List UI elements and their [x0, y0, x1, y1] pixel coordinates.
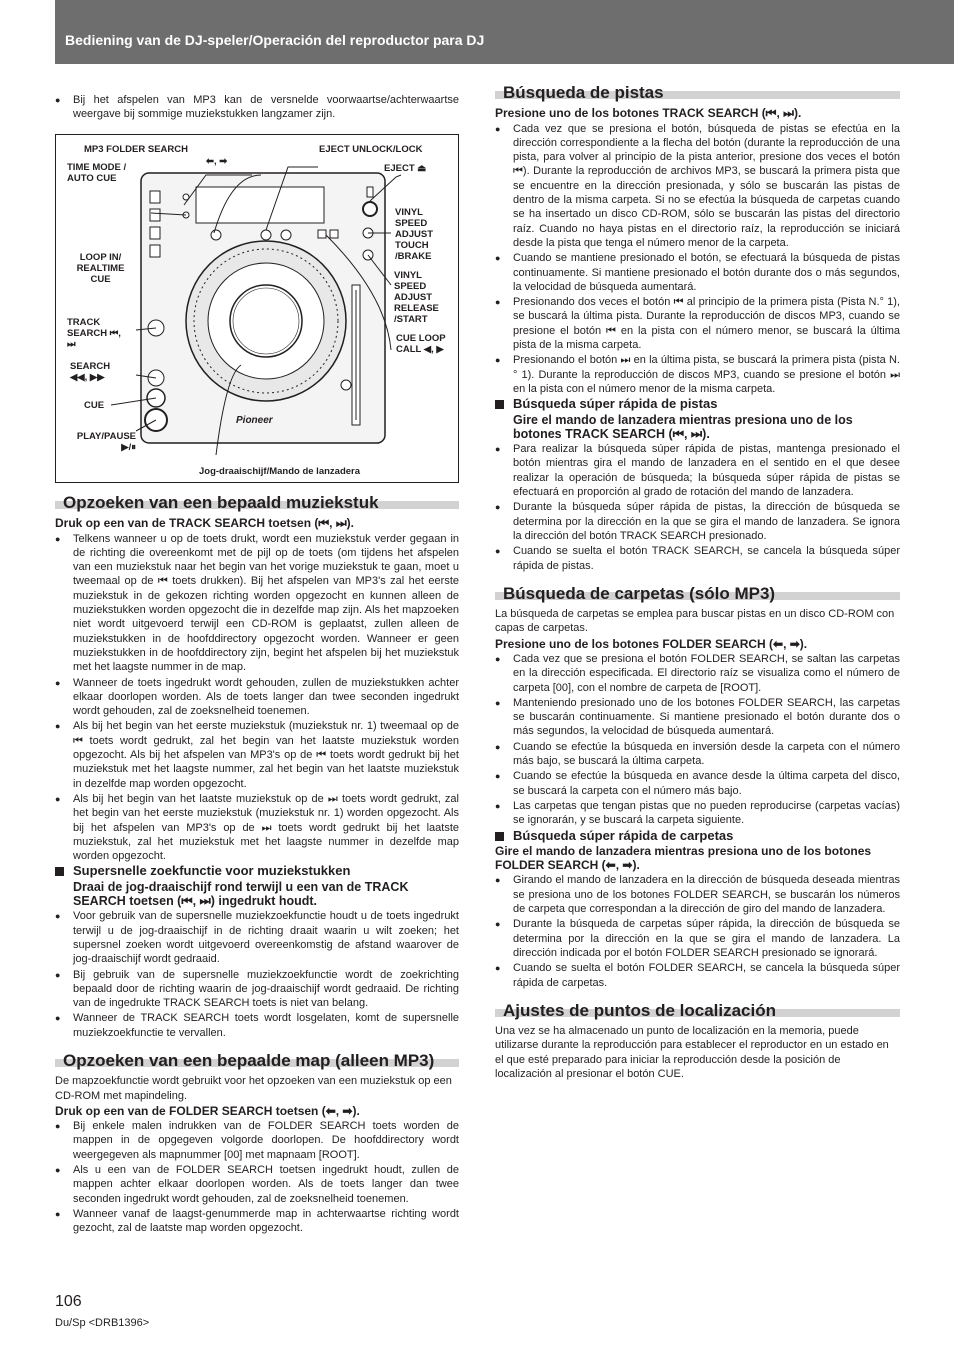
intro-bullet: ● Bij het afspelen van MP3 kan de versnelde voorwaartse/achterwaartse weergave bij sommige muziekstukken langzamer zijn.	[55, 93, 459, 122]
instruction: Druk op een van de FOLDER SEARCH toetsen (⬅, ➡).	[55, 1103, 360, 1118]
bullet: ● Cuando se efectúe la búsqueda en inversión desde la carpeta con el número más bajo, se buscará la última carpeta.	[495, 740, 900, 769]
label-vinyl-touch: VINYL SPEED ADJUST TOUCH /BRAKE	[395, 207, 434, 262]
section-intro: De mapzoekfunctie wordt gebruikt voor het opzoeken van een muziekstuk op een CD-ROM met mapindeling.	[55, 1075, 452, 1102]
label-track-search: TRACK SEARCH ⏮, ⏭	[67, 317, 121, 350]
instruction: Druk op een van de TRACK SEARCH toetsen (⏮, ⏭).	[55, 516, 354, 531]
bullet: ● Als u een van de FOLDER SEARCH toetsen ingedrukt houdt, zullen de mappen achter elkaar doorlopen worden. Als de toets langer dan twee seconden ingedrukt wordt gehouden, zal de zoeksnelheid toenemen.	[55, 1163, 459, 1206]
bullet: ● Cuando se efectúe la búsqueda en avance desde la última carpeta del disco, se buscará la carpeta con el número más bajo.	[495, 769, 900, 798]
section-title: Ajustes de puntos de localización	[495, 1004, 900, 1018]
header-title: Bediening van de DJ-speler/Operación del reproductor para DJ	[65, 32, 485, 48]
label-loop-in: LOOP IN/ REALTIME CUE	[76, 252, 125, 285]
subsection-instruction: Draai de jog-draaischijf rond terwijl u een van de TRACK SEARCH toetsen (⏮, ⏭) ingedrukt houdt.	[73, 879, 409, 909]
bullet: ● Durante la búsqueda súper rápida de pistas, la dirección de búsqueda se determina por la dirección en la que se gira el mando de lanzadera. Se ignora la dirección del botón TRACK SEARCH presionado.	[495, 500, 900, 543]
label-jog: Jog-draaischijf/Mando de lanzadera	[199, 466, 361, 477]
instruction: Presione uno de los botones FOLDER SEARCH (⬅, ➡).	[495, 636, 808, 651]
page-header	[55, 0, 954, 64]
label-eject: EJECT ⏏	[384, 163, 427, 174]
bullet: ● Wanneer de TRACK SEARCH toets wordt losgelaten, komt de supersnelle muziekzoekfunctie te vervallen.	[55, 1011, 459, 1040]
bullet: ● Girando el mando de lanzadera en la dirección de búsqueda deseada mientras se presiona uno de los botones FOLDER SEARCH, se buscarán los números de carpeta que correspondan a la dirección de giro del mando de lanzadera.	[495, 873, 900, 916]
section-title: Opzoeken van een bepaalde map (alleen MP3)	[55, 1054, 459, 1068]
subsection-title: Búsqueda súper rápida de carpetas	[495, 829, 900, 843]
bullet: ● Presionando el botón ⏭ en la última pista, se buscará la primera pista (pista N.° 1). Durante la reproducción de discos MP3, cuando se presione el botón ⏭ en la pista con el número menor de la misma carpeta.	[495, 353, 900, 396]
bullet: ● Telkens wanneer u op de toets drukt, wordt een muziekstuk verder gegaan in de richting die overeenkomt met de pijl op de toets (om tijdens het afspelen van een muziekstuk naar het begin van het vorige muziekstuk te gaan, moet u tweemaal op de ⏮ toets drukken). Bij het afspelen van MP3's zal het eerste muziekstuk in de gekozen richting worden opgezocht en kunnen alleen de muziekstukken worden opgezocht die in dezelfde map zijn. Als het mapzoeken niet wordt uitgevoerd terwijl een CD-ROM is geplaatst, zullen alleen de muziekstukken in de hoofddirectory opgezocht worden. Wanneer er geen muziekstukken in de hoofddirectory zijn, begint het afspelen bij het muziekstuk met het laagste nummer in de map.	[55, 532, 459, 675]
bullet: ● Para realizar la búsqueda súper rápida de pistas, mantenga presionado el botón mientras gira el mando de lanzadera en el sentido en el que desee realizar la operación de búsqueda; la búsqueda súper rápida de pistas se efectuará en proporción al grado de rotación del mando de lanzadera.	[495, 442, 900, 499]
label-cue: CUE	[84, 400, 105, 411]
subsection-instruction: Gire el mando de lanzadera mientras presiona uno de los botones TRACK SEARCH (⏮, ⏭).	[513, 412, 853, 441]
bullet: ● Cada vez que se presiona el botón FOLDER SEARCH, se saltan las carpetas en la dirección especificada. El directorio raíz se visualiza como el número de carpeta [00], con el nombre de carpeta de [ROOT].	[495, 652, 900, 695]
document-code: Du/Sp <DRB1396>	[55, 1317, 150, 1329]
bullet: ● Cuando se suelta el botón FOLDER SEARCH, se cancela la búsqueda súper rápida de carpetas.	[495, 961, 900, 990]
bullet: ● Cuando se suelta el botón TRACK SEARCH, se cancela la búsqueda súper rápida de pistas.	[495, 544, 900, 573]
label-eject-unlock: EJECT UNLOCK/LOCK	[319, 144, 423, 155]
label-folder-arrows: ⬅, ➡	[206, 156, 228, 167]
bullet: ● Als bij het begin van het eerste muziekstuk (muziekstuk nr. 1) tweemaal op de ⏮ toets wordt gedrukt, zal het begin van het laatste muziekstuk worden opgezocht. Als bij het afspelen van MP3's op de ⏮ toets wordt gedrukt bij het muziekstuk met het laagste nummer, zal het begin van het laatste muziekstuk in dezelfde map worden opgezocht.	[55, 719, 459, 790]
page-number: 106	[55, 1293, 82, 1310]
left-column	[55, 482, 459, 1237]
right-column	[495, 72, 900, 1082]
bullet: ● Bij enkele malen indrukken van de FOLDER SEARCH toets worden de mappen in de opgegeven volgorde doorlopen. De hoofddirectory wordt weergegeven als mapnummer [00] met mapnaam [ROOT].	[55, 1119, 459, 1162]
subsection-title: Supersnelle zoekfunctie voor muziekstukken	[55, 864, 459, 878]
bullet: ● Cuando se mantiene presionado el botón, se efectuará la búsqueda de pistas continuamente. Si mantiene presionado el botón durante dos o más segundos, la velocidad de búsqueda aumentará.	[495, 251, 900, 294]
brand-logo: Pioneer	[236, 415, 273, 426]
label-search: SEARCH ◀◀, ▶▶	[70, 361, 111, 383]
label-time-mode: TIME MODE / AUTO CUE	[67, 162, 127, 184]
section-text: Una vez se ha almacenado un punto de localización en la memoria, puede utilizarse durante la reproducción para establecer el reproductor en un estado en el que esté preparado para iniciar la reproducción desde la posición de localización al presionar el botón CUE.	[495, 1025, 889, 1080]
subsection-instruction: Gire el mando de lanzadera mientras presiona uno de los botones FOLDER SEARCH (⬅, ➡).	[495, 843, 872, 873]
label-play-pause: PLAY/PAUSE ▶/⏸	[76, 431, 136, 453]
bullet: ● Wanneer vanaf de laagst-genummerde map in achterwaartse richting wordt gezocht, zal de laatste map worden opgezocht.	[55, 1207, 459, 1236]
left-intro	[55, 93, 459, 123]
section-title: Búsqueda de carpetas (sólo MP3)	[495, 587, 900, 601]
section-title: Búsqueda de pistas	[495, 86, 900, 100]
label-vinyl-release: VINYL SPEED ADJUST RELEASE /START	[394, 270, 439, 325]
bullet: ● Voor gebruik van de supersnelle muziekzoekfunctie houdt u de toets ingedrukt terwijl u de jog-draaischijf in de richting draait waarin u wilt zoeken; het supersnel zoeken wordt uitgevoerd overeenkomstig de afstand waarover de jog-draaischijf wordt gedraaid.	[55, 909, 459, 966]
bullet: ● Bij gebruik van de supersnelle muziekzoekfunctie wordt de zoekrichting bepaald door de richting waarin de jog-draaischijf wordt gedraaid. De richting van de ingedrukte TRACK SEARCH toets is niet van belang.	[55, 968, 459, 1011]
instruction: Presione uno de los botones TRACK SEARCH (⏮, ⏭).	[495, 106, 802, 121]
subsection-title: Búsqueda súper rápida de pistas	[495, 397, 900, 411]
bullet: ● Las carpetas que tengan pistas que no pueden reproducirse (carpetas vacías) se ignorarán, y se buscará la carpeta siguiente.	[495, 799, 900, 828]
label-cue-loop-call: CUE LOOP CALL ◀, ▶	[396, 333, 446, 355]
player-diagram	[55, 134, 459, 483]
section-title: Opzoeken van een bepaald muziekstuk	[55, 496, 459, 510]
bullet: ● Manteniendo presionado uno de los botones FOLDER SEARCH, las carpetas se buscarán continuamente. Si mantiene presionado el botón durante dos o más segundos, la velocidad de búsqueda aumentará.	[495, 696, 900, 739]
bullet: ● Cada vez que se presiona el botón, búsqueda de pistas se efectúa en la dirección correspondiente a la flecha del botón (durante la reproducción de una pista, para volver al principio de la pista anterior, presione dos veces el botón ⏮). Durante la reproducción de archivos MP3, se buscará la primera pista que se encuentre en la dirección presionada, y sólo se buscarán las pistas de dentro de la misma carpeta. Si no se efectúa la búsqueda de carpetas cuando se ha insertado un disco CD-ROM, sólo se buscarán las pistas del directorio raíz. Cuando no haya pistas en el directorio raíz, la reproducción se iniciará desde la pista que tenga el número menor de la carpeta.	[495, 122, 900, 251]
bullet: ● Wanneer de toets ingedrukt wordt gehouden, zullen de muziekstukken achter elkaar doorlopen worden. Als de toets langer dan twee seconden ingedrukt wordt gehouden, zal de zoeksnelheid toenemen.	[55, 676, 459, 719]
bullet: ● Durante la búsqueda de carpetas súper rápida, la dirección de búsqueda se determina por la dirección en la que se gira el mando de lanzadera. La dirección indicada por el botón FOLDER SEARCH presionado se ignorará.	[495, 917, 900, 960]
section-intro: La búsqueda de carpetas se emplea para buscar pistas en un disco CD-ROM con capas de carpetas.	[495, 608, 895, 635]
label-mp3-folder-search: MP3 FOLDER SEARCH	[84, 144, 188, 155]
bullet: ● Als bij het begin van het laatste muziekstuk op de ⏭ toets wordt gedrukt, zal het begin van het eerste muziekstuk (muziekstuk nr. 1) worden opgezocht. Als bij het afspelen van MP3's op de ⏭ toets wordt gedrukt bij het laatste muziekstuk, zal het muziekstuk met het laagste nummer in dezelfde map worden opgezocht.	[55, 792, 459, 863]
bullet: ● Presionando dos veces el botón ⏮ al principio de la primera pista (Pista N.° 1), se buscará la última pista. Durante la reproducción de discos MP3, cuando se presione el botón ⏮ en la pista con el número menor, se buscará la última pista de la misma carpeta.	[495, 295, 900, 352]
